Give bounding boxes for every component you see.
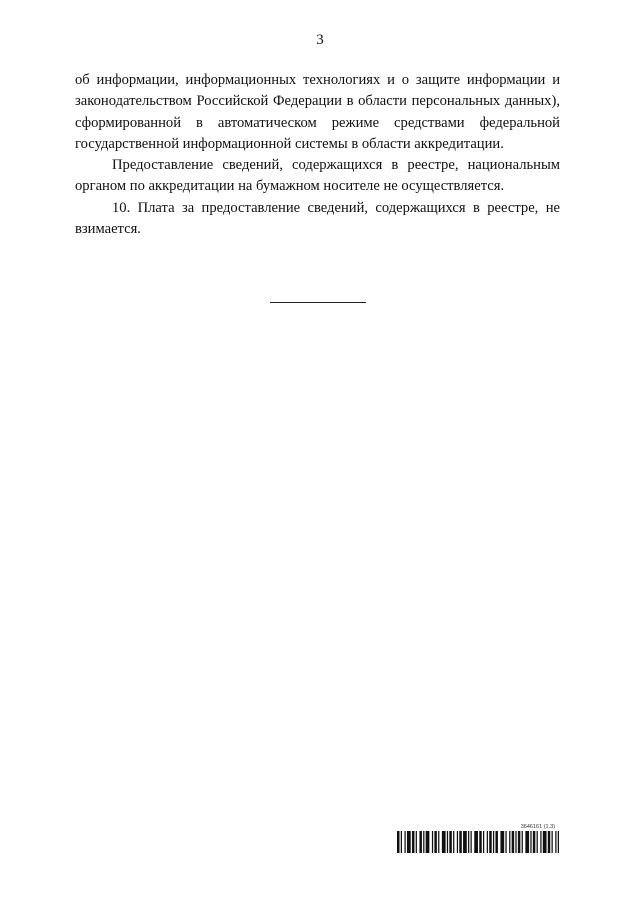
barcode-bar xyxy=(483,831,484,853)
barcode-bar xyxy=(471,831,472,853)
barcode-bar xyxy=(434,831,436,853)
barcode-bar xyxy=(459,831,461,853)
barcode xyxy=(397,831,559,853)
barcode-bar xyxy=(463,831,467,853)
barcode-bar xyxy=(512,831,514,853)
barcode-bar xyxy=(487,831,488,853)
barcode-bar xyxy=(449,831,451,853)
barcode-caption: 3646161 (1.3) xyxy=(520,824,555,830)
barcode-bar xyxy=(525,831,529,853)
barcode-bar xyxy=(432,831,433,853)
barcode-bar xyxy=(555,831,556,853)
paragraph-paper-provision: Предоставление сведений, содержащихся в реестре, национальным органом по аккредитации на бумажном носителе не осуществляется. xyxy=(75,157,560,195)
barcode-bar xyxy=(468,831,469,853)
barcode-bar xyxy=(404,831,405,853)
barcode-bar xyxy=(518,831,520,853)
barcode-bar xyxy=(407,831,411,853)
barcode-bar xyxy=(543,831,547,853)
barcode-bar xyxy=(500,831,504,853)
barcode-bar xyxy=(447,831,448,853)
barcode-bar xyxy=(548,831,550,853)
document-body xyxy=(75,70,560,240)
barcode-bar xyxy=(509,831,510,853)
barcode-bar xyxy=(401,831,402,853)
barcode-bar xyxy=(522,831,523,853)
paragraph-fee: 10. Плата за предоставление сведений, содержащихся в реестре, не взимается. xyxy=(75,199,560,238)
barcode-bar xyxy=(505,831,506,853)
end-divider xyxy=(270,302,366,303)
barcode-bar xyxy=(530,831,531,853)
barcode-bar xyxy=(438,831,439,853)
barcode-block xyxy=(397,824,559,853)
barcode-bar xyxy=(426,831,430,853)
barcode-bar xyxy=(474,831,478,853)
barcode-bar xyxy=(479,831,481,853)
barcode-bar xyxy=(442,831,446,853)
barcode-bar xyxy=(453,831,454,853)
barcode-bar xyxy=(533,831,535,853)
barcode-bar xyxy=(495,831,497,853)
barcode-bar xyxy=(537,831,538,853)
barcode-bar xyxy=(540,831,541,853)
barcode-bar xyxy=(515,831,516,853)
barcode-bar xyxy=(412,831,414,853)
page-number: 3 xyxy=(316,32,324,48)
barcode-bar xyxy=(397,831,399,853)
barcode-bar xyxy=(552,831,553,853)
barcode-bar xyxy=(419,831,421,853)
barcode-bar xyxy=(416,831,417,853)
barcode-bar xyxy=(457,831,458,853)
paragraph-continuation: об информации, информационных технологиях и о защите информации и законодательством Российской Федерации в области персональных данных), сформированной в автоматическом режиме средствами федеральной государственной информационной системы в области аккредитации. xyxy=(75,72,560,152)
barcode-bar xyxy=(558,831,559,853)
barcode-bar xyxy=(489,831,491,853)
barcode-bar xyxy=(423,831,424,853)
barcode-bar xyxy=(493,831,494,853)
